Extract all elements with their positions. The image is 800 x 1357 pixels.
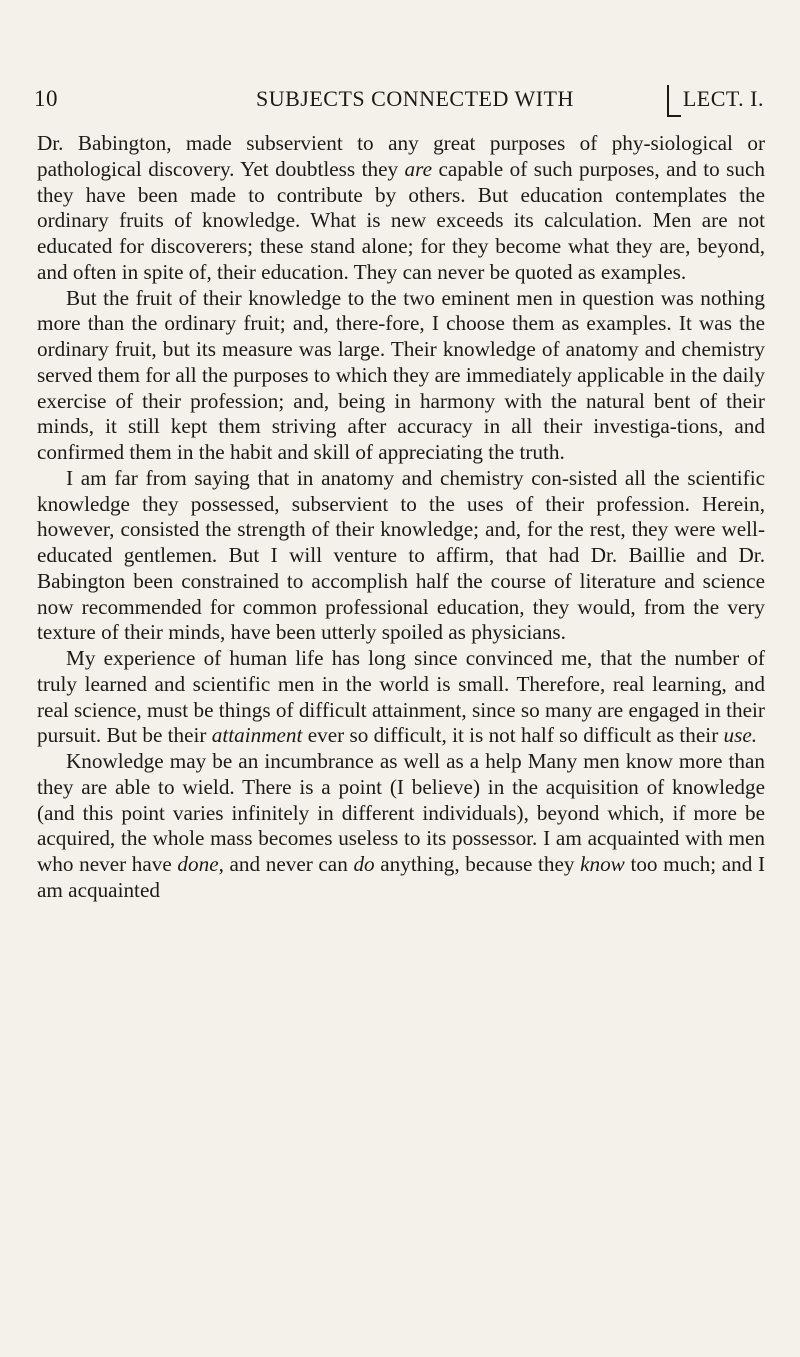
running-header (34, 86, 764, 116)
italic-emphasis: are (404, 156, 433, 181)
italic-emphasis: do (353, 852, 375, 876)
paragraph: I am far from saying that in anatomy and chemistry con-sisted all the scientific knowledge they possessed, subservient to the uses of their profession. Herein, however, consisted the strength of their knowledge; and, for the rest, they were well-educated gentlemen. But I will venture to affirm, that had Dr. Baillie and Dr. Babington been constrained to accomplish half the course of literature and science now recommended for common professional education, they would, from the very texture of their minds, have been utterly spoiled as physicians. (37, 465, 765, 645)
paragraph: Knowledge may be an incumbrance as well as a help Many men know more than they are able to wield. There is a point (I believe) in the acquisition of knowledge (and this point varies infinitely in different individuals), beyond which, if more be acquired, the whole mass becomes useless to its possessor. I am acquainted with men who never have done, and never can do anything, because they know too much; and I am acquainted (37, 749, 765, 902)
lecture-label (667, 86, 764, 117)
italic-emphasis: done (177, 852, 219, 876)
body-text (37, 131, 765, 904)
italic-emphasis: use. (723, 723, 758, 748)
paragraph: Dr. Babington, made subservient to any great purposes of phy-siological or pathological discovery. Yet doubtless they are capable of such purposes, and to such they have been made to contribute by others. But education contemplates the ordinary fruits of knowledge. What is new exceeds its calculation. Men are not educated for discoverers; these stand alone; for they become what they are, beyond, and often in spite of, their education. They can never be quoted as examples. (37, 131, 765, 284)
page-number: 10 (34, 86, 58, 111)
running-title: SUBJECTS CONNECTED WITH (256, 86, 574, 111)
lecture-number: LECT. I. (682, 86, 764, 111)
bracket-mark (667, 85, 681, 117)
italic-emphasis: know (580, 852, 625, 876)
paragraph: My experience of human life has long since convinced me, that the number of truly learned and scientific men in the world is small. Therefore, real learning, and real science, must be things of difficult attainment, since so many are engaged in their pursuit. But be their attainment ever so difficult, it is not half so difficult as their use. (37, 646, 765, 748)
italic-emphasis: attainment (211, 723, 303, 748)
paragraph: But the fruit of their knowledge to the two eminent men in question was nothing more than the ordinary fruit; and, there-fore, I choose them as examples. It was the ordinary fruit, but its measure was large. Their knowledge of anatomy and chemistry served them for all the purposes to which they are immediately applicable in the daily exercise of their profession; and, being in harmony with the natural bent of their minds, it still kept them striving after accuracy in all their investiga-tions, and confirmed them in the habit and skill of appreciating the truth. (37, 285, 765, 464)
